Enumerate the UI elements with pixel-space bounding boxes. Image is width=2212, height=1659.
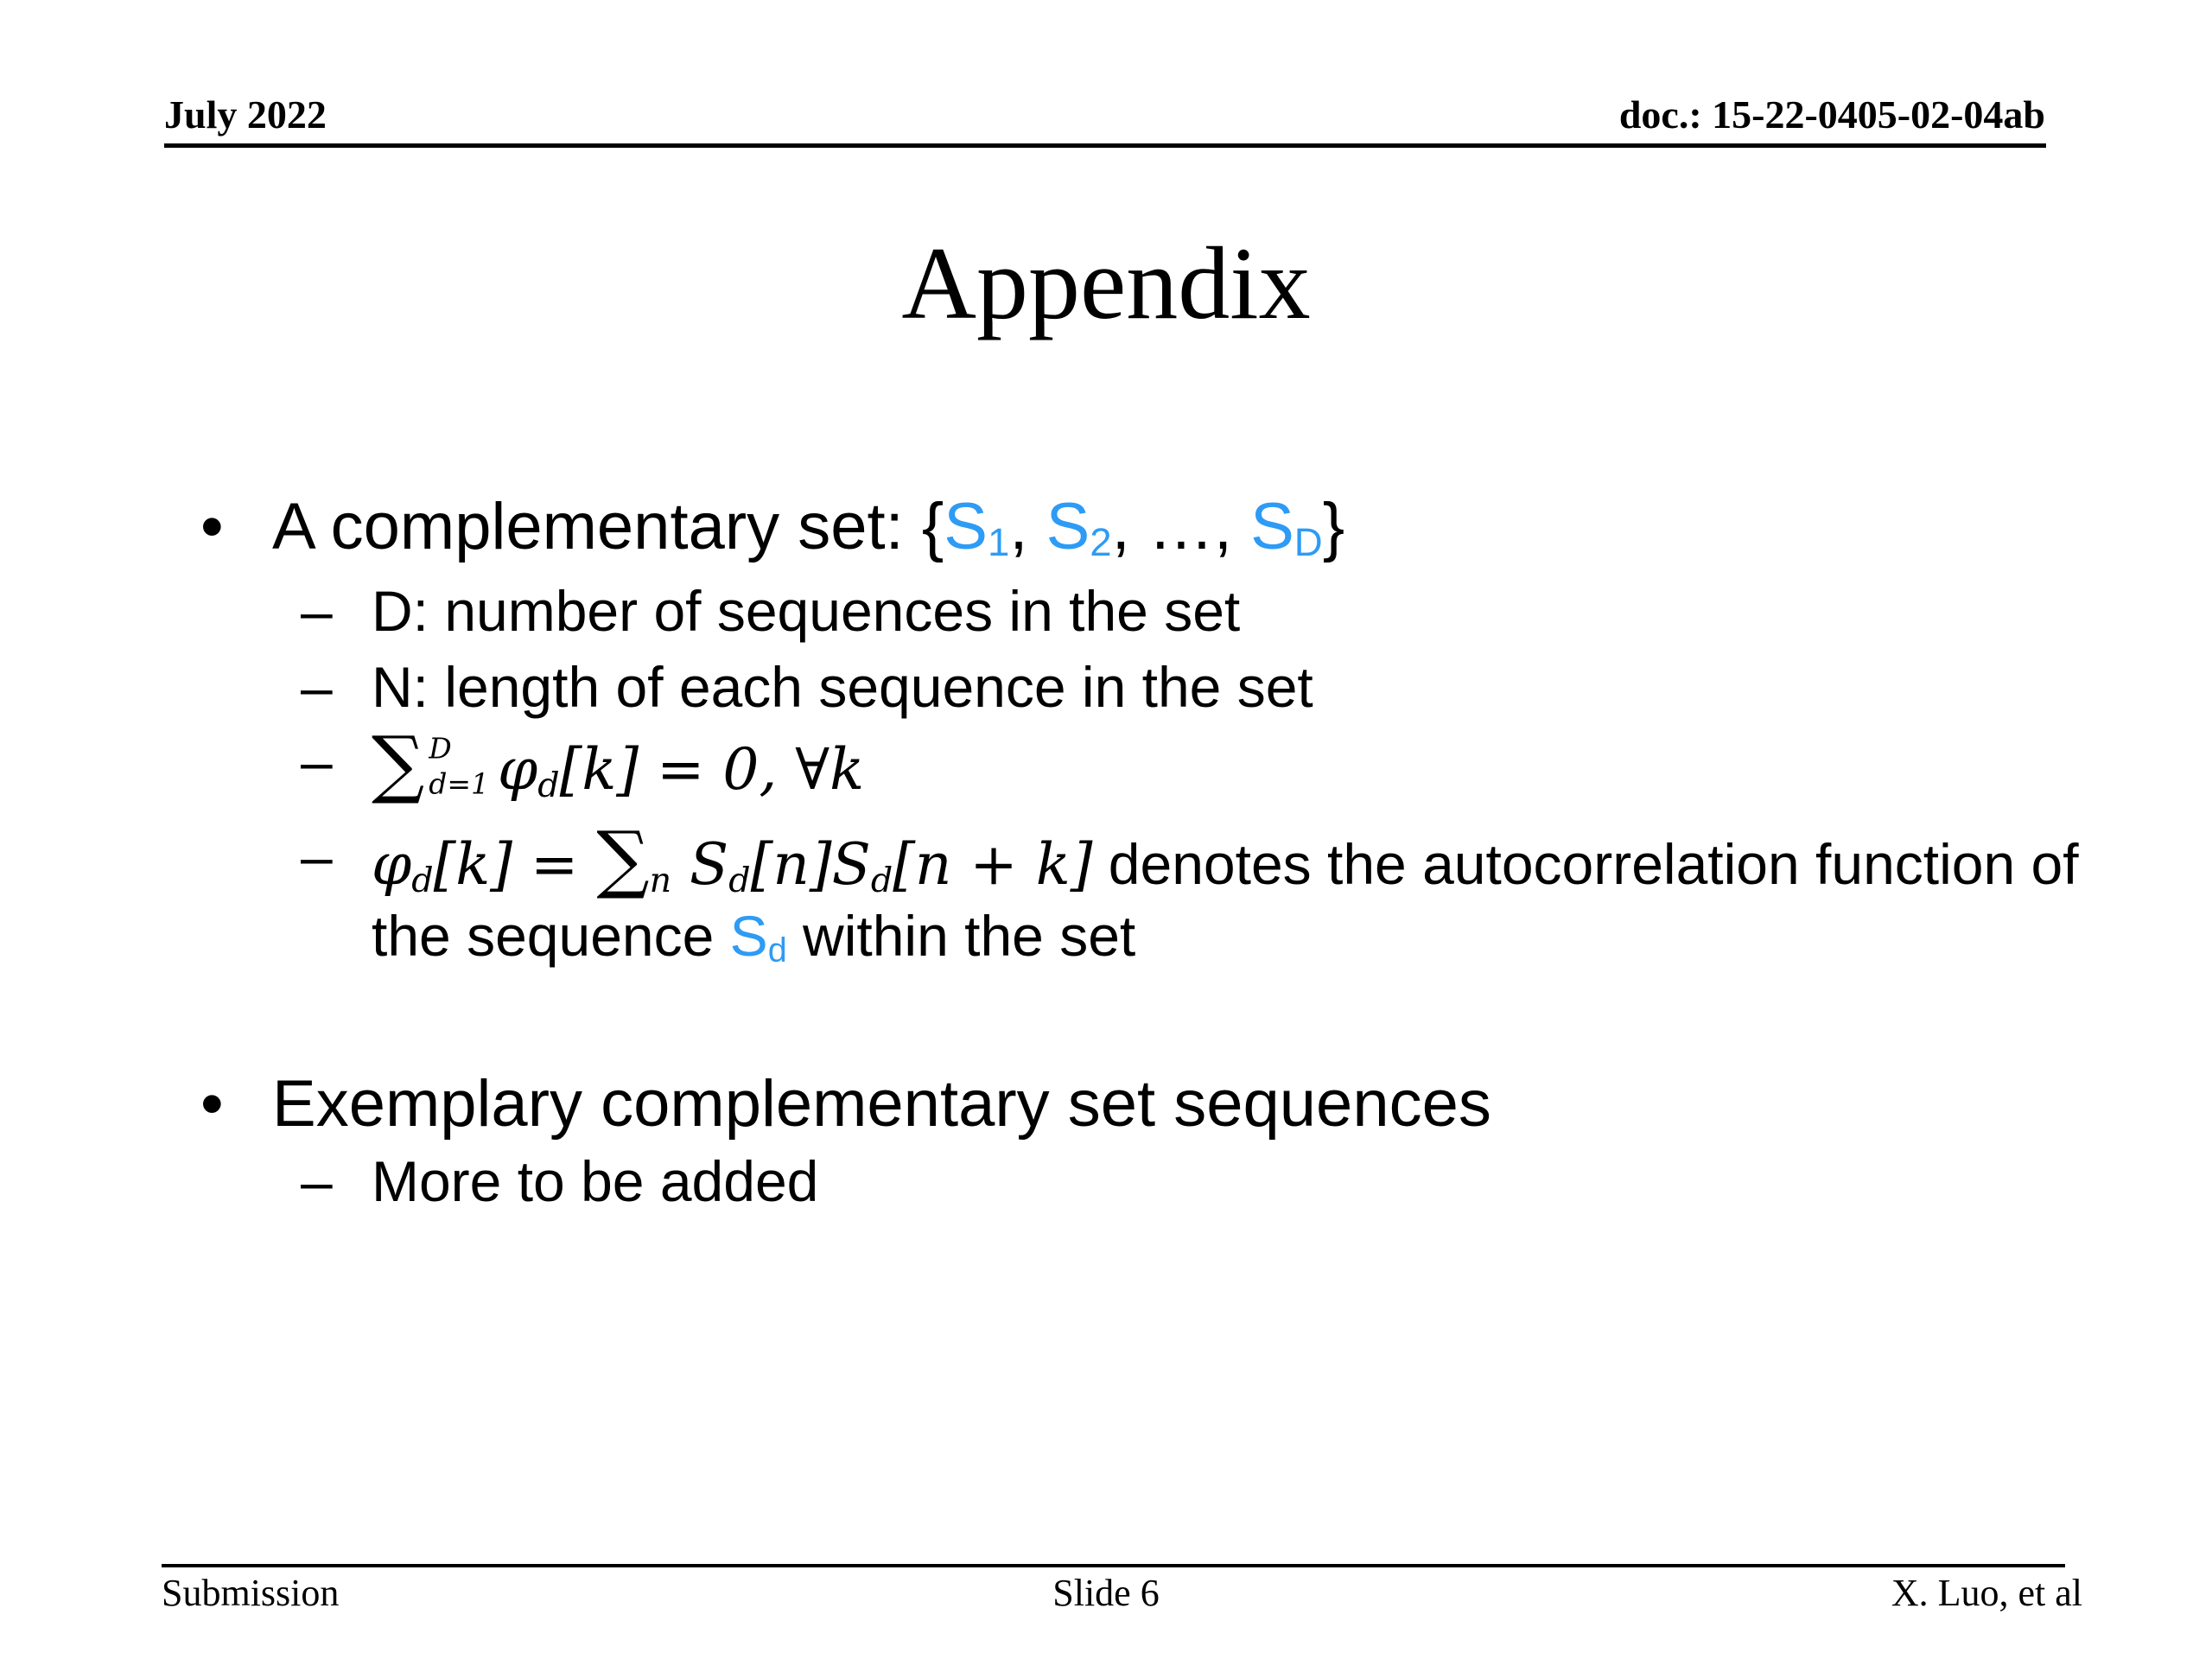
bullet-exemplary-sequences — [200, 1065, 1491, 1143]
header-divider — [164, 143, 2046, 148]
footer-author: X. Luo, et al — [1891, 1572, 2082, 1614]
sub-bullet-text: N: length of each sequence in the set — [372, 655, 1313, 719]
sequence-s2: $S_2$ — [1046, 490, 1112, 565]
bullet-icon: • — [200, 490, 224, 563]
wrap-text — [372, 902, 1135, 970]
bullet-complementary-set — [200, 487, 1344, 566]
bullet-icon: • — [200, 1067, 224, 1141]
sub-bullet-sum-formula — [301, 721, 865, 807]
wrap-text-suffix: within the set — [786, 904, 1136, 968]
dash-icon: – — [301, 655, 333, 719]
sum-lower-limit: d=1 — [429, 766, 490, 801]
formula-and-text — [372, 816, 2079, 902]
sub-bullet-n-definition — [301, 653, 1313, 721]
sub-bullet-text: More to be added — [372, 1149, 819, 1213]
footer-submission: Submission — [162, 1572, 340, 1614]
footer-slide-number: Slide 6 — [1052, 1572, 1160, 1614]
formula-sum-autocorrelation-zero: ∑ D d=1 $\varphi_d[k] = 0$, ∀k — [372, 721, 865, 807]
sum-upper-limit: D — [429, 731, 452, 766]
sub-bullet-autocorrelation-definition — [301, 816, 2079, 902]
ellipsis-separator: , …, — [1111, 490, 1251, 563]
formula-description-text: denotes the autocorrelation function of — [1092, 832, 2079, 896]
sequence-s1: $S_1$ — [944, 490, 1010, 565]
summation-with-limits: ∑ D d=1 — [372, 721, 490, 807]
dash-icon: – — [301, 729, 333, 793]
bullet-text-prefix: A complementary set: { — [272, 490, 944, 563]
sequence-sd-inline: $S_d$ — [729, 904, 787, 970]
header-date: July 2022 — [164, 92, 327, 137]
formula-autocorrelation: $\varphi_d[k] = \sum_n$ $S_d[n]S_d[n + k]$ — [372, 816, 1093, 902]
sequence-sd: $S_D$ — [1250, 490, 1323, 565]
bullet-text: Exemplary complementary set sequences — [272, 1067, 1491, 1141]
bullet-text — [272, 487, 1344, 566]
closing-brace: } — [1322, 490, 1345, 563]
sub-bullet-wrap-line — [372, 902, 1135, 970]
wrap-text-prefix: the sequence — [372, 904, 730, 968]
sub-bullet-more-to-be-added — [301, 1147, 818, 1216]
footer-divider — [162, 1564, 2065, 1567]
dash-icon: – — [301, 579, 333, 643]
sub-bullet-d-definition — [301, 577, 1240, 645]
slide-title: Appendix — [901, 226, 1311, 340]
header-doc-number: doc.: 15-22-0405-02-04ab — [1618, 92, 2045, 137]
dash-icon: – — [301, 1149, 333, 1213]
sub-bullet-text: D: number of sequences in the set — [372, 579, 1241, 643]
dash-icon: – — [301, 824, 333, 888]
separator: , — [1009, 490, 1046, 563]
